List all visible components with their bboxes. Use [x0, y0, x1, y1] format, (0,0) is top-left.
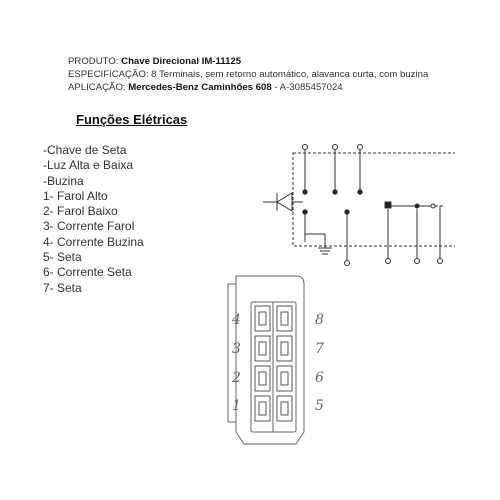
function-item: -Chave de Seta — [43, 143, 127, 157]
spec-produto — [68, 56, 241, 68]
function-item: 1- Farol Alto — [43, 188, 108, 203]
pin-label: 3 — [232, 341, 241, 357]
function-item: 4- Corrente Buzina — [43, 234, 144, 249]
function-item: 2- Farol Baixo — [43, 204, 118, 219]
switch-contact-bar — [385, 202, 445, 264]
spec-aplicacao-value: Mercedes-Benz Caminhões 608 — [128, 82, 272, 93]
pin-label: 7 — [315, 341, 324, 357]
spec-aplicacao-code: - A-3085457024 — [271, 82, 343, 93]
spec-especificacao-value: 8 Terminais, sem retorno automático, alavanca curta, com buzina — [151, 69, 429, 80]
switch-contact-2 — [333, 145, 338, 195]
function-item: 6- Corrente Seta — [43, 265, 132, 280]
spec-aplicacao-label: APLICAÇÃO: — [68, 82, 129, 93]
pin-label: 4 — [232, 312, 241, 328]
function-item: 3- Corrente Farol — [43, 219, 135, 234]
ground-icon — [305, 234, 332, 254]
pin-label: 2 — [232, 370, 241, 386]
spec-produto-value: Chave Direcional IM-11125 — [121, 56, 242, 67]
pin-label: 8 — [315, 312, 324, 328]
function-item: -Buzina — [43, 173, 84, 188]
spec-especificacao-label: ESPECIFICAÇÃO: — [68, 69, 152, 80]
spec-aplicacao — [68, 82, 343, 94]
pin-label: 5 — [315, 398, 324, 414]
functions-list — [43, 143, 144, 296]
switch-contact-3 — [345, 145, 363, 266]
spec-produto-label: PRODUTO: — [68, 56, 122, 67]
function-item: -Luz Alta e Baixa — [43, 158, 134, 173]
circuit-schematic — [255, 132, 455, 272]
switch-enclosure — [293, 153, 455, 246]
pin-label: 6 — [315, 370, 324, 386]
switch-contact-1 — [303, 145, 308, 243]
spec-especificacao — [68, 69, 428, 81]
pin-label: 1 — [232, 398, 241, 414]
function-item: 7- Seta — [43, 280, 82, 295]
horn-icon — [263, 193, 303, 211]
connector-diagram — [218, 272, 336, 457]
function-item: 5- Seta — [43, 250, 82, 265]
functions-title: Funções Elétricas — [76, 112, 188, 127]
